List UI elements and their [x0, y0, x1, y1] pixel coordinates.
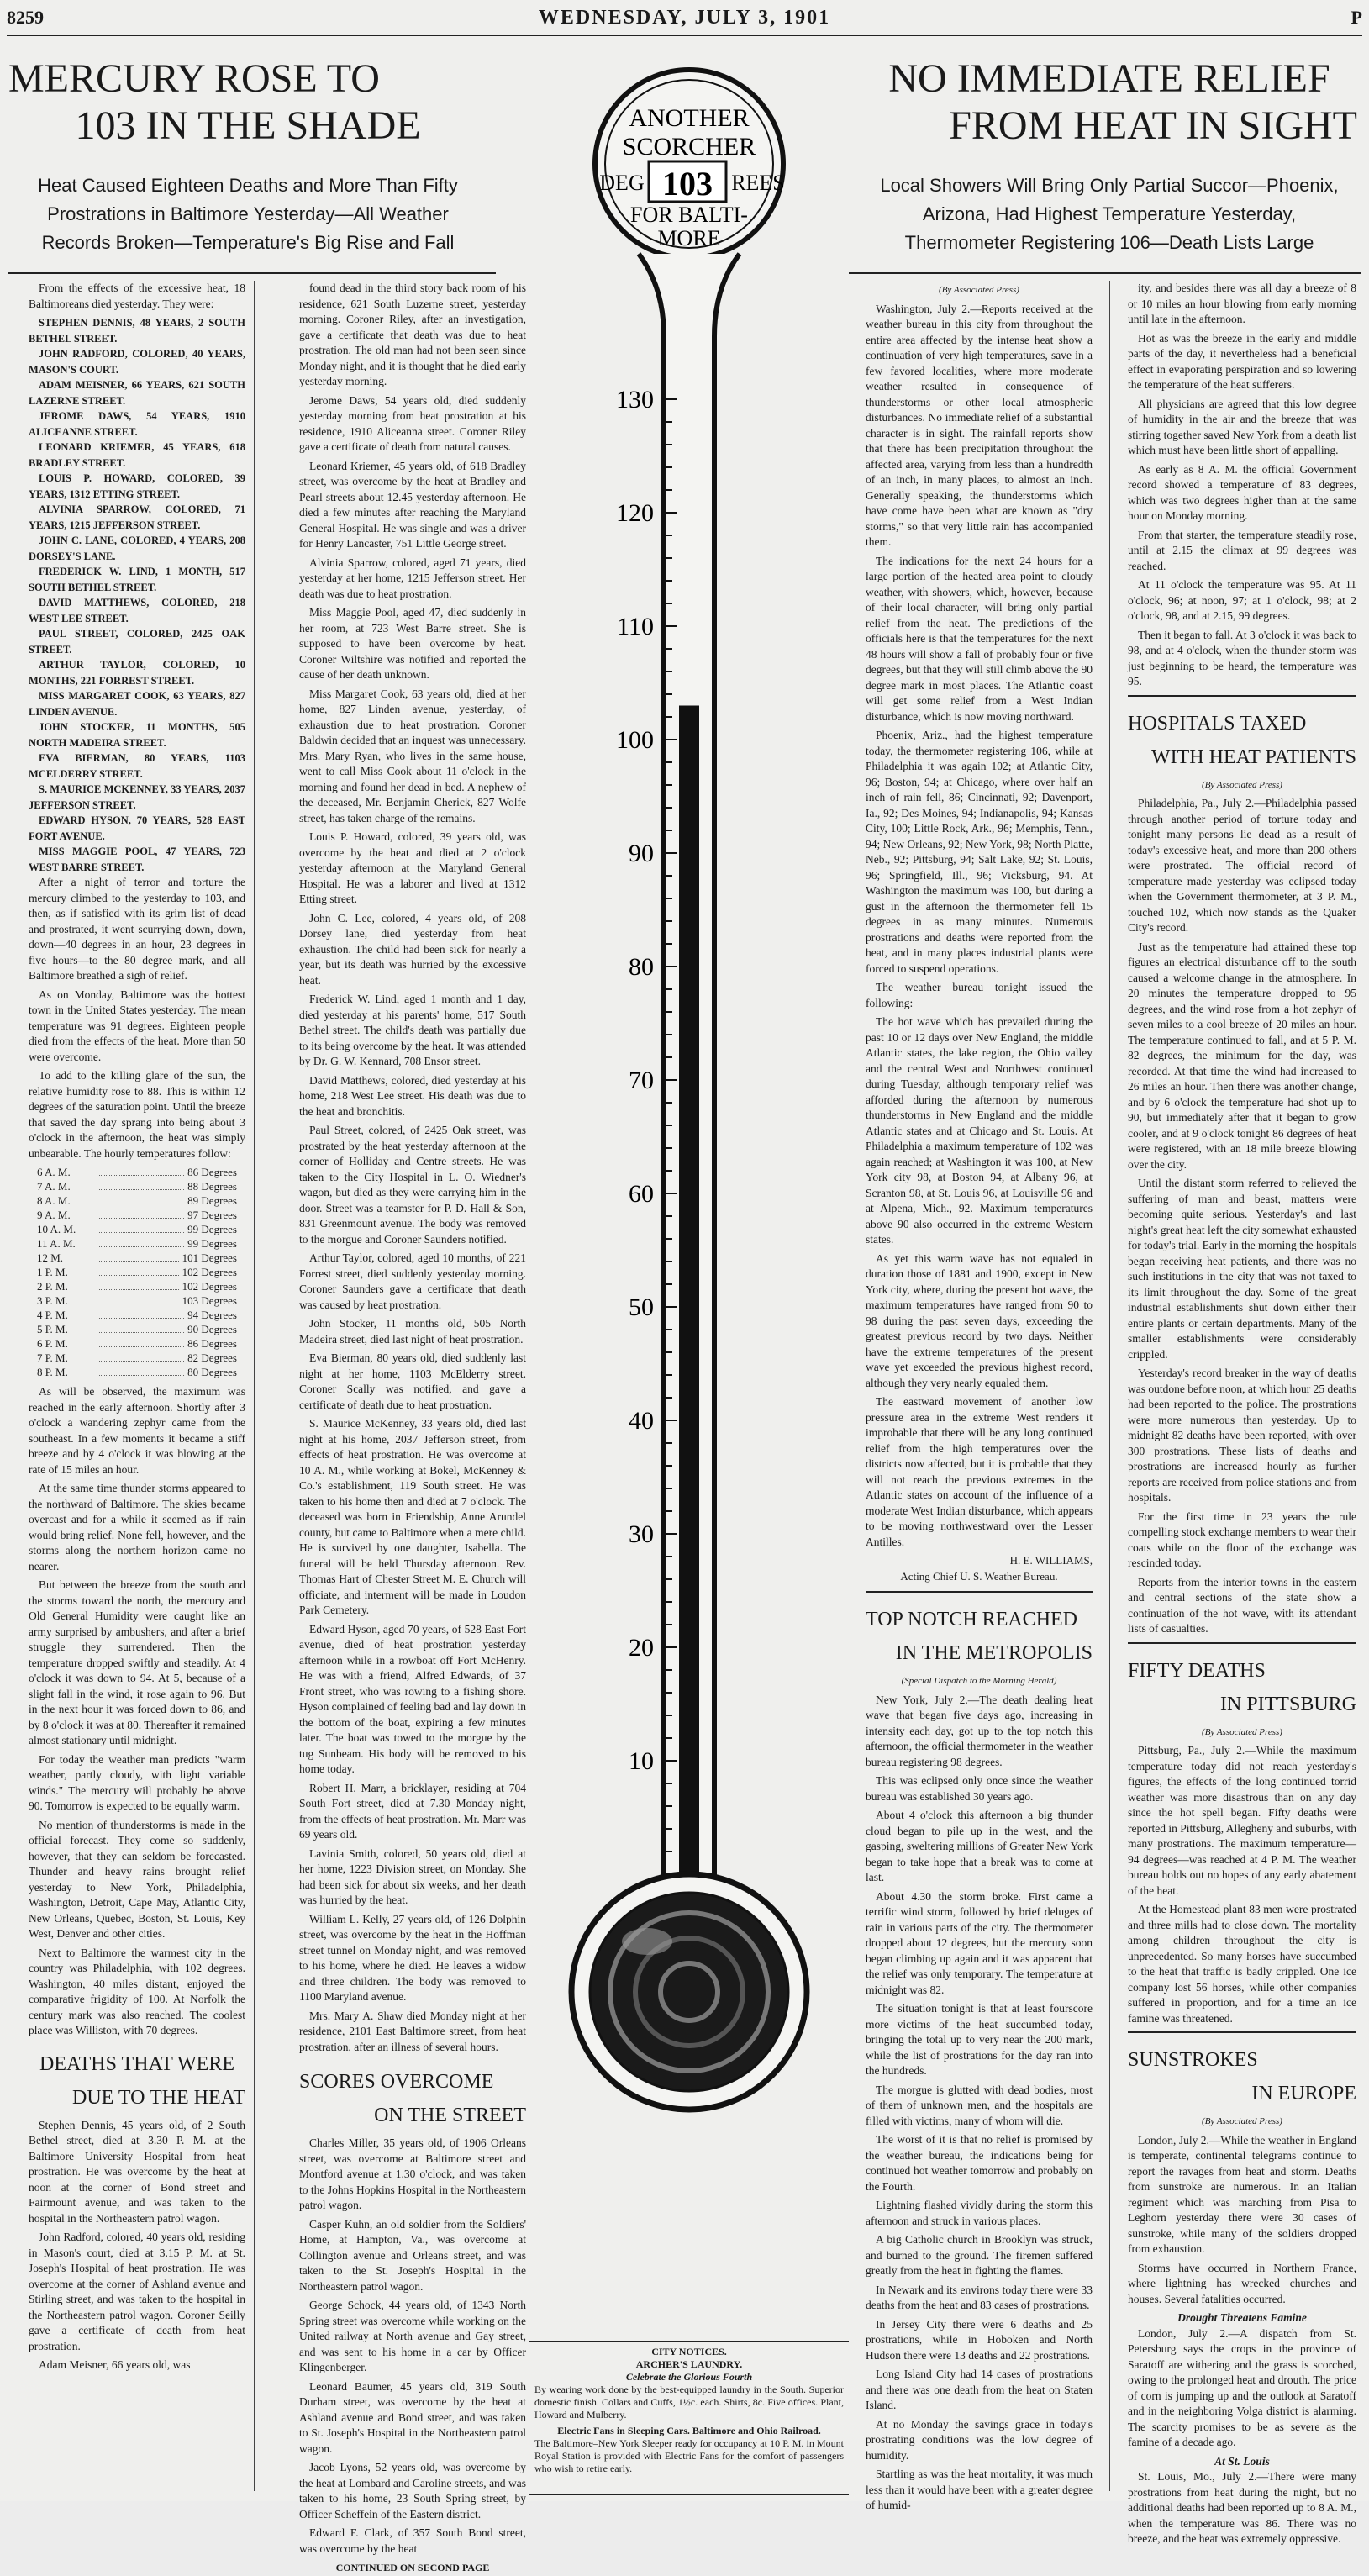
hospitals-subhead — [1128, 705, 1356, 774]
dial-text-line-1: ANOTHER — [629, 104, 750, 132]
death-detail-paragraph: Frederick W. Lind, aged 1 month and 1 day, died yesterday at his parents' home, 517 South Bethel street. The child's death was partially due to its being overcome by the heat. It was attended by Dr. G. W. Kennard, 708 Ensor street. — [299, 993, 526, 1067]
right-rule — [849, 272, 1361, 274]
column-2-paragraphs-2 — [299, 2136, 526, 2557]
death-list-item: STEPHEN DENNIS, 48 YEARS, 2 SOUTH BETHEL STREET. — [29, 317, 245, 345]
story-paragraph: Washington, July 2.—Reports received at the weather bureau in this city from throughout the entire area affected by the intense heat show a continuation of very high temperatures, save in a few favored localities, where more moderate weather resulted in consequence of thunderstorms or other local atmospheric disturbances. No immediate relief of a substantial character is in sight. The rainfall reports show that there has been precipitation throughout the affected area, varying from less than a hundredth of an inch, in many places, to almost an inch. Generally speaking, the thunderstorms which have come have been what are known as "dry storms," so that very little rain has accompanied them. — [866, 302, 1093, 548]
death-detail-paragraph: Paul Street, colored, of 2425 Oak street, was prostrated by the heat yesterday afternoon at the corner of Holliday and Centre streets. He was taken to the City Hospital in L. O. Wiedner's wagon, but died as they were carrying him in the door. Street was a teamster for P. D. Hall & Son, 831 Greenmount avenue. The body was removed to the morgue and Coroner Saunders notified. — [299, 1124, 526, 1246]
temperature-value: 99 Degrees — [187, 1237, 237, 1250]
death-list-item: ALVINIA SPARROW, COLORED, 71 YEARS, 1215 JEFFERSON STREET. — [29, 503, 245, 531]
temperature-time: 9 A. M. — [37, 1209, 71, 1221]
temperature-time: 1 P. M. — [37, 1266, 68, 1278]
dot-leader — [99, 1279, 179, 1290]
deaths-subhead — [29, 2047, 245, 2115]
story-paragraph: All physicians are agreed that this low degree of humidity in the air and the breeze that was stirring together saved New York from a death list which must have been little short of appalling. — [1128, 397, 1356, 456]
story-paragraph: At no Monday the savings grace in today's prostrating conditions was the low degree of humidity. — [866, 2417, 1093, 2462]
deaths-paragraphs — [29, 2118, 245, 2373]
left-headline-block — [8, 55, 487, 257]
right-headline-line-2: FROM HEAT IN SIGHT — [949, 103, 1357, 148]
st-louis-paragraphs — [1128, 2469, 1356, 2547]
temperature-value: 102 Degrees — [182, 1280, 237, 1293]
story-paragraph: New York, July 2.—The death dealing heat wave that began five days ago, increasing in intensity each day, got up to the top notch this afternoon, the official thermometer in the weather bureau registering 98 degrees. — [866, 1693, 1093, 1768]
pittsburg-line-1: FIFTY DEATHS — [1128, 1659, 1266, 1682]
story-paragraph: Phoenix, Ariz., had the highest temperature today, the thermometer registering 106, while at Philadelphia it was again 102; at Atlantic City, 96; Boston, 94; at Chicago, where over half an inch of rain fell, 86; Cincinnati, 92; Davenport, Ia., 92; Des Moines, 94; Indianapolis, 94; Kansas City, 100; Little Rock, Ark., 96; Memphis, Tenn., 94; New Orleans, 92; New York, 98; North Platte, Neb., 92; Pittsburg, 94; Salt Lake, 92; St. Louis, 96; Springfield, Ill., 96; Vicksburg, 94. At Washington the maximum was 100, but during a gust in the afternoon the thermometer fell 15 degrees in as many minutes. Numerous prostrations and deaths were reported from the heat, and in many places industrial plants were forced to suspend operations. — [866, 729, 1093, 975]
column-2 — [299, 281, 526, 2573]
scale-label: 60 — [629, 1180, 654, 1208]
death-list-item: JOHN STOCKER, 11 MONTHS, 505 NORTH MADEIRA STREET. — [29, 721, 245, 749]
europe-line-1: SUNSTROKES — [1128, 2049, 1258, 2071]
story-paragraph: Until the distant storm referred to relieved the suffering of man and beast, matters were becoming quite serious. Yesterday's and last night's great heat left the city somewhat exhausted for today's trial. Early in the morning the hospitals began receiving heat patients, and there was no such institutions in the city that was not taxed to its limit throughout the day. Some of the great industrial establishments shut down either their entire plants or certain departments. Many of the smaller establishments were considerably crippled. — [1128, 1177, 1357, 1361]
story-paragraph: The morgue is glutted with dead bodies, most of them of unknown men, and the hospitals are filled with victims, many of whom will die. — [866, 2083, 1093, 2127]
death-list-item: ADAM MEISNER, 66 YEARS, 621 SOUTH LAZERNE STREET. — [29, 379, 245, 407]
death-detail-paragraph: Jerome Daws, 54 years old, died suddenly yesterday morning from heat prostration at his residence, 1910 Aliceanna street. Coroner Riley gave a certificate of death from natural causes. — [299, 393, 526, 453]
death-list-item: JEROME DAWS, 54 YEARS, 1910 ALICEANNE STREET. — [29, 410, 245, 438]
column-4-paragraphs — [1128, 281, 1356, 690]
scale-label: 20 — [629, 1634, 654, 1662]
hospitals-byline: (By Associated Press) — [1202, 779, 1282, 790]
dial-text-rees: REES — [731, 171, 785, 195]
right-deck: Local Showers Will Bring Only Partial Succor—Phoenix, Arizona, Had Highest Temperature Yesterday, Thermometer Registering 106—Death Lists Large — [880, 175, 1339, 253]
temperature-row — [37, 1208, 237, 1222]
story-paragraph: Hot as was the breeze in the early and middle parts of the day, it nevertheless had a beneficial effect in evaporating perspiration and so lowering the temperature of the heat sufferers. — [1128, 331, 1356, 391]
scale-label: 40 — [629, 1407, 654, 1435]
top-notch-subhead — [866, 1601, 1093, 1670]
death-detail-paragraph: S. Maurice McKenney, 33 years old, died last night at his home, 2037 Jefferson street, from effects of heat prostration. He was overcome at 10 A. M., while working at Bokel, McKenney & Co.'s establishment, 119 South street. He was taken to his home then and died at 7 o'clock. The deceased was born in Friendship, Anne Arundel county, but came to Baltimore when a mere child. He is survived by one daughter, Isabella. The funeral will be held Thursday afternoon. Rev. Thomas Hart of Chester Street M. E. Church will officiate, and interment will be made in Loudon Park Cemetery. — [299, 1417, 526, 1616]
column-1 — [29, 281, 245, 2491]
death-list-item: ARTHUR TAYLOR, COLORED, 10 MONTHS, 221 FORREST STREET. — [29, 659, 245, 687]
story-paragraph: As will be observed, the maximum was reached in the early afternoon. Shortly after 3 o'clock a wandering zephyr came from the southeast. In a few moments it became a stiff breeze and by 4 o'clock it was blowing at the rate of 15 miles an hour. — [29, 1385, 245, 1476]
death-detail-paragraph: Miss Maggie Pool, aged 47, died suddenly in her room, at 723 West Barre street. She is supposed to have been overcome by heat. Coroner Wiltshire was notified and reported the cause of her death unknown. — [299, 606, 526, 681]
death-detail-paragraph: Arthur Taylor, colored, aged 10 months, of 221 Forrest street, died suddenly yesterday morning. Coroner Saunders gave a certificate that death was caused by heat prostration. — [299, 1251, 526, 1311]
left-rule — [8, 272, 496, 274]
story-paragraph: Just as the temperature had attained these top figures an electrical disturbance off to the south caused a welcome change in the atmosphere. In 20 minutes the temperature dropped to 95 degrees, and the wind rose from a hot zephyr of seven miles to a cool breeze of 20 miles an hour. The temperature continued to fall, and at 5 P. M. 82 degrees, the minimum for the day, was recorded. At that time the wind had increased to 26 miles an hour. Then there was another change, and by 6 o'clock the temperature had shot up to 90, but immediately after that it began to grow cooler, and at 9 o'clock tonight 86 degrees of heat were registered, with an 18 mile breeze blowing over the city. — [1128, 940, 1356, 1171]
temperature-value: 86 Degrees — [187, 1337, 237, 1350]
overcome-paragraph: Edward F. Clark, of 357 South Bond street, was overcome by the heat — [299, 2526, 526, 2555]
temperature-row — [37, 1279, 237, 1293]
scores-subhead — [299, 2063, 526, 2132]
death-detail-paragraph: John C. Lee, colored, 4 years old, of 208 Dorsey lane, died yesterday from heat exhaustion. The child had been sick for nearly a year, but its death was hurried by the excessive heat. — [299, 911, 526, 987]
overcome-paragraph: Casper Kuhn, an old soldier from the Soldiers' Home, at Hampton, Va., was overcome at Collington avenue and Orleans street, and was taken to the St. Joseph's Hospital in the Northeastern patrol wagon. — [299, 2217, 526, 2293]
temperature-value: 103 Degrees — [182, 1294, 237, 1307]
death-list-item: LEONARD KRIEMER, 45 YEARS, 618 BRADLEY STREET. — [29, 441, 245, 469]
famine-subhead: Drought Threatens Famine — [1177, 2311, 1307, 2324]
pittsburg-line-2: IN PITTSBURG — [1219, 1693, 1356, 1715]
death-detail-paragraph: Edward Hyson, aged 70 years, of 528 East Fort avenue, died of heat prostration yesterday afternoon while in a rowboat off Fort McHenry. He was with a friend, Alfred Edwards, of 37 Front street, who was rowing to a fishing shore. Hyson complained of feeling bad and lay down in the bottom of the boat, expiring a few minutes later. The boat was towed to the morgue by the tug Sunbeam. His body will be removed to his home today. — [299, 1622, 526, 1775]
story-paragraph: ity, and besides there was all day a breeze of 8 or 10 miles an hour blowing from early morning until late in the afternoon. — [1128, 282, 1356, 325]
death-detail-paragraph: Stephen Dennis, 45 years old, of 2 South Bethel street, died at 3.30 P. M. at the Baltimore University Hospital from heat prostration. He was overcome by the heat at noon at the corner of Bond street and Fairmount avenue, and was taken to the hospital in the Northeastern patrol wagon. — [29, 2118, 245, 2225]
reading-value: 103 — [662, 165, 713, 203]
death-list-item: EVA BIERMAN, 80 YEARS, 1103 MCELDERRY STREET. — [29, 752, 245, 780]
scale-label: 70 — [629, 1067, 654, 1094]
death-list-item: LOUIS P. HOWARD, COLORED, 39 YEARS, 1312 ETTING STREET. — [29, 472, 245, 500]
thermometer-illustration — [538, 67, 840, 2168]
death-list-item: MISS MAGGIE POOL, 47 YEARS, 723 WEST BARRE STREET. — [29, 845, 245, 873]
temperature-time: 7 P. M. — [37, 1351, 68, 1364]
story-paragraph: In Newark and its environs today there were 33 deaths from the heat and 83 cases of prostrations. — [866, 2283, 1093, 2311]
pittsburg-paragraphs — [1128, 1743, 1356, 2026]
story-paragraph: About 4 o'clock this afternoon a big thunder cloud began to pile up in the west, and the gasping, sweltering millions of Greater New York began to take hope that a break was to come at last. — [866, 1809, 1093, 1883]
deaths-subhead-line-2: DUE TO THE HEAT — [72, 2086, 245, 2109]
column-3-paragraphs — [866, 302, 1093, 1551]
temperature-row — [37, 1293, 237, 1308]
scale-label: 100 — [616, 726, 654, 754]
death-list-item: PAUL STREET, COLORED, 2425 OAK STREET. — [29, 628, 245, 656]
right-headline-line-1: NO IMMEDIATE RELIEF — [888, 56, 1330, 101]
overcome-paragraph: Charles Miller, 35 years old, of 1906 Orleans street, was overcome at Baltimore street and Montford avenue at 1.30 o'clock, and was taken to the Johns Hopkins Hospital in the Northeastern patrol wagon. — [299, 2136, 526, 2211]
dot-leader — [99, 1365, 184, 1376]
death-detail-paragraph: John Stocker, 11 months old, 505 North Madeira street, died last night of heat prostration. — [299, 1317, 526, 1346]
overcome-paragraph: George Schock, 44 years old, of 1343 North Spring street was overcome while working on the United railway at North avenue and Gay street, and was sent to his home in a car by Officer Klingenberger. — [299, 2299, 526, 2373]
story-paragraph: Then it began to fall. At 3 o'clock it was back to 98, and at 4 o'clock, when the thunder storm was just beginning to be heard, the temperature was 95. — [1128, 628, 1356, 687]
city-notices-box — [529, 2341, 849, 2495]
death-detail-paragraph: Adam Meisner, 66 years old, was — [39, 2358, 191, 2371]
story-paragraph: To add to the killing glare of the sun, the relative humidity rose to 88. This is within 12 degrees of the saturation point. Until the breeze that saved the day sprang into being about 3 o'clock in the afternoon, the heat was simply unbearable. The hourly temperatures follow: — [29, 1069, 245, 1160]
story-paragraph: The eastward movement of another low pressure area in the extreme West renders it improbable that there will be any long continued relief from the high temperatures over the districts now affected, but it is probable that they will not reach the previous extremes in the Atlantic states on account of the influence of a moderate West Indian disturbance, which appears to be moving northwestward over the Lesser Antilles. — [866, 1395, 1093, 1548]
temperature-value: 86 Degrees — [187, 1166, 237, 1178]
dot-leader — [99, 1251, 179, 1262]
story-paragraph: Philadelphia, Pa., July 2.—Philadelphia passed through another period of torture today and tonight many persons lie dead as a result of today's excessive heat, and more than 200 others were prostrated. The official record of temperature made yesterday was eclipsed today when the Government thermometer, at 3 P. M., touched 102, which now stands as the Quaker City's record. — [1128, 797, 1356, 934]
story-paragraph: After a night of terror and torture the mercury climbed to the yesterday to 103, and then, as if satisfied with its grim list of dead and prostrated, it went scurrying down, down, down—40 degrees in an hour, 23 degrees in five hours—to the 80 degree mark, and all Baltimore breathed a sigh of relief. — [29, 876, 245, 982]
temperature-time: 8 P. M. — [37, 1366, 68, 1378]
dot-leader — [99, 1308, 184, 1319]
europe-line-2: IN EUROPE — [1251, 2083, 1356, 2105]
scores-subhead-line-1: SCORES OVERCOME — [299, 2071, 494, 2093]
dot-leader — [99, 1222, 184, 1233]
temperature-time: 2 P. M. — [37, 1280, 68, 1293]
scale-label: 130 — [616, 386, 654, 414]
famine-paragraphs — [1128, 2326, 1356, 2451]
story-paragraph: London, July 2.—A dispatch from St. Petersburg says the crops in the province of Saratoff are withering and the grass is scorched, owing to the prolonged heat and drouth. The price of corn is jumping up and the outlook at Saratoff and in the neighboring Volga district is alarming. The scarcity promises to be as severe as the famine of a decade ago. — [1128, 2326, 1356, 2448]
scale-label: 110 — [617, 613, 654, 640]
death-list-item: JOHN C. LANE, COLORED, 4 YEARS, 208 DORSEY'S LANE. — [29, 535, 245, 562]
section-rule-3 — [1128, 1642, 1356, 1644]
overcome-paragraph: Leonard Baumer, 45 years old, 319 South Durham street, was overcome by the heat at Ashland avenue and Bond street, and was taken to St. Joseph's Hospital in the Northeastern patrol wagon. — [299, 2379, 526, 2455]
st-louis-subhead: At St. Louis — [1214, 2454, 1270, 2468]
story-paragraph: Startling as was the heat mortality, it was much less than it would have been with a greater degree of humid- — [866, 2468, 1093, 2511]
temperature-value: 82 Degrees — [187, 1351, 237, 1364]
scale-label: 90 — [629, 840, 654, 867]
temperature-row — [37, 1179, 237, 1193]
temperature-time: 12 M. — [37, 1251, 64, 1264]
story-paragraph: The hot wave which has prevailed during the past 10 or 12 days over New England, the middle Atlantic states, the lake region, the Ohio valley and the central West and Northwest continued during Tuesday, although temporary relief was afforded during the afternoon by numerous thunderstorms in New England and the middle Atlantic states and at Chicago and St. Louis. At Philadelphia a maximum temperature of 102 was again reached; at Washington it was 100, at New York city 98, at Boston 94, at Albany 96, at Scranton 98, at St. Louis 96, at Louisville 96 and at Alpena, Mich., 92. Maximum temperatures above 90 also occurred in the extreme Western states. — [866, 1015, 1093, 1246]
mercury-column — [679, 706, 699, 1892]
dot-leader — [99, 1165, 184, 1176]
temperature-value: 80 Degrees — [187, 1366, 237, 1378]
temperature-value: 97 Degrees — [187, 1209, 237, 1221]
europe-byline: (By Associated Press) — [1202, 2116, 1282, 2126]
temperature-time: 4 P. M. — [37, 1309, 68, 1321]
story-paragraph: From that starter, the temperature steadily rose, until at 2.15 the climax at 99 degrees was reached. — [1128, 528, 1356, 572]
hospitals-paragraphs — [1128, 796, 1356, 1637]
temperature-time: 10 A. M. — [37, 1223, 76, 1235]
dot-leader — [99, 1265, 179, 1276]
story-paragraphs — [29, 875, 245, 1162]
temperature-value: 90 Degrees — [187, 1323, 237, 1335]
temperature-time: 5 P. M. — [37, 1323, 68, 1335]
temperature-row — [37, 1365, 237, 1379]
story-paragraph: Pittsburg, Pa., July 2.—While the maximum temperature today did not reach yesterday's figures, the effects of the long continued torrid weather was more disastrous than on any day since the hot spell began. Fifty deaths were reported in Pittsburg, Allegheny and suburbs, with many prostrations. The maximum temperature—94 degrees—was reached at 4 P. M. The weather bureau holds out no hopes of any early abatement of the heat. — [1128, 1744, 1356, 1897]
temperature-value: 102 Degrees — [182, 1266, 237, 1278]
dial-text-line-2: SCORCHER — [622, 133, 756, 161]
story-paragraph: At 11 o'clock the temperature was 95. At 11 o'clock, 96; at noon, 97; at 1 o'clock, 98; at 2 o'clock, 98, and at 2.15, 99 degrees. — [1128, 578, 1356, 622]
death-list-item: JOHN RADFORD, COLORED, 40 YEARS, MASON'S COURT. — [29, 348, 245, 376]
dot-leader — [99, 1336, 184, 1347]
notices-text-1: By wearing work done by the best-equipped laundry in the South. Superior domestic finish. Collars and Cuffs, 1½c. each. Shirts, 8c. Five offices. Plant, Howard and Mulberry. — [534, 2384, 844, 2421]
death-detail-paragraph: Eva Bierman, 80 years old, died suddenly last night at her home, 1103 McElderry street. Coroner Scally was notified, and gave a certificate of death due to heat prostration. — [299, 1351, 526, 1411]
death-detail-paragraph: William L. Kelly, 27 years old, of 126 Dolphin street, was overcome by the heat in the Hoffman street tunnel on Monday night, and was removed to his home, where he died. He leaves a widow and three children. The body was removed to 1100 Maryland avenue. — [299, 1912, 526, 2003]
pittsburg-subhead — [1128, 1652, 1356, 1721]
temperature-row — [37, 1222, 237, 1236]
right-headline-block — [861, 55, 1357, 257]
notices-title: CITY NOTICES. — [651, 2346, 727, 2357]
section-rule-2 — [1128, 695, 1356, 697]
ap-byline: (By Associated Press) — [939, 285, 1019, 295]
dot-leader — [99, 1293, 179, 1304]
signature-name: H. E. WILLIAMS, — [1009, 1554, 1093, 1567]
column-3-paragraphs-2 — [866, 1693, 1093, 2514]
story-paragraph: About 4.30 the storm broke. First came a terrific wind storm, followed by brief deluges of rain in various parts of the city. The thermometer dropped about 12 degrees, but the mercury soon began climbing up again and it was apparent that the relief was only temporary. The temperature at midnight was 82. — [866, 1889, 1093, 1996]
notices-sub-2: Celebrate the Glorious Fourth — [625, 2371, 753, 2383]
left-headline-line-2: 103 IN THE SHADE — [75, 103, 421, 148]
scale-label: 30 — [629, 1520, 654, 1548]
temperature-time: 3 P. M. — [37, 1294, 68, 1307]
europe-subhead — [1128, 2041, 1356, 2110]
signature-title: Acting Chief U. S. Weather Bureau. — [900, 1569, 1058, 1583]
scale-label: 10 — [629, 1747, 654, 1775]
story-paragraphs-2 — [29, 1384, 245, 2039]
dot-leader — [99, 1322, 184, 1333]
death-detail-paragraph: John Radford, colored, 40 years old, residing in Mason's court, died at 3.15 P. M. at St. Joseph's Hospital of heat prostration. He was overcome at the corner of Ashland avenue and Stirling street, and was taken to the hospital in the Northeastern patrol wagon. Coroner Seilly gave a certificate of death from heat prostration. — [29, 2231, 245, 2352]
story-paragraph: As yet this warm wave has not equaled in duration those of 1881 and 1900, except in New York city, where, during the present hot wave, the maximum temperatures have ranged from 90 to 98 during the past seven days, exceeding the greatest previous record by two days. Neither have the extreme temperatures of the present wave yet exceeded the previous highest record, although they very nearly equaled them. — [866, 1251, 1093, 1389]
death-list — [29, 315, 245, 875]
temperature-row — [37, 1322, 237, 1336]
issue-date: WEDNESDAY, JULY 3, 1901 — [538, 7, 831, 29]
column-4 — [1128, 281, 1357, 2545]
column-2-paragraphs — [299, 281, 526, 2055]
masthead — [7, 3, 1362, 36]
scores-subhead-line-2: ON THE STREET — [374, 2105, 526, 2126]
scale-label: 50 — [629, 1293, 654, 1321]
column-divider-2 — [1109, 281, 1110, 2491]
death-detail-paragraph: found dead in the third story back room of his residence, 621 South Luzerne street, yesterday morning. Coroner Riley, after an investigation, gave a certificate that death was due to heat prostration. The old man had not been seen since Monday night, and it is thought that he died early yesterday morning. — [299, 282, 526, 387]
temperature-row — [37, 1251, 237, 1265]
death-detail-paragraph: Alvinia Sparrow, colored, aged 71 years, died yesterday at her home, 1215 Jefferson street. Her death was due to heat prostration. — [299, 556, 526, 600]
temperature-time: 6 A. M. — [37, 1166, 71, 1178]
story-paragraph: Next to Baltimore the warmest city in the country was Philadelphia, with 102 degrees. Washington, 40 miles distant, enjoyed the comparative frigidity of 100. At Norfolk the century mark was also reached. The coolest place was Williston, with 70 degrees. — [29, 1946, 245, 2036]
temperature-value: 101 Degrees — [182, 1251, 237, 1264]
story-paragraph: At the Homestead plant 83 men were prostrated and three mills had to close down. The mortality among children throughout the city is unprecedented. So many horses have succumbed to the heat that traffic is badly crippled. One ice company lost 56 horses, while other companies suffered in proportion, and for a time an ice famine was threatened. — [1128, 1903, 1356, 2025]
story-paragraph: No mention of thunderstorms is made in the official forecast. They come so suddenly, however, that they can seldom be forecasted. Thunder and heavy rains brought relief yesterday to New York, Philadelphia, Washington, Detroit, Cape May, Atlantic City, New Orleans, Quebec, Boston, St. Louis, Key West, Denver and other cities. — [29, 1818, 245, 1940]
story-paragraph: In Jersey City there were 6 deaths and 25 prostrations, while in Hoboken and North Hudson there were 13 deaths and 22 prostrations. — [866, 2317, 1093, 2362]
story-paragraph: Lightning flashed vividly during the storm this afternoon and struck in various places. — [866, 2199, 1093, 2227]
hospitals-line-1: HOSPITALS TAXED — [1128, 712, 1307, 735]
temperature-row — [37, 1193, 237, 1208]
temperature-time: 11 A. M. — [37, 1237, 76, 1250]
dot-leader — [99, 1193, 184, 1204]
left-deck: Heat Caused Eighteen Deaths and More Than Fifty Prostrations in Baltimore Yesterday—All Weather Records Broken—Temperature's Big Rise and Fall — [38, 175, 458, 253]
scale-label: 120 — [616, 499, 654, 527]
death-list-item: MISS MARGARET COOK, 63 YEARS, 827 LINDEN AVENUE. — [29, 690, 245, 718]
story-paragraph: London, July 2.—While the weather in England is temperate, continental telegrams continue to report the ravages from heat and storm. Deaths from sunstroke are numerous. In an Italian regiment which was marching from Pisa to Leghorn yesterday there were 30 cases of sunstroke, while many of the soldiers dropped from exhaustion. — [1128, 2133, 1356, 2255]
temperature-row — [37, 1165, 237, 1179]
temperature-time: 8 A. M. — [37, 1194, 71, 1207]
story-paragraph: This was eclipsed only once since the weather bureau was established 30 years ago. — [866, 1774, 1093, 1803]
temperature-time: 7 A. M. — [37, 1180, 71, 1193]
left-headline-line-1: MERCURY ROSE TO — [8, 56, 380, 101]
temperature-row — [37, 1265, 237, 1279]
death-list-item: S. MAURICE MCKENNEY, 33 YEARS, 2037 JEFFERSON STREET. — [29, 783, 245, 811]
top-notch-line-1: TOP NOTCH REACHED — [866, 1609, 1078, 1630]
dial-text-deg: DEG — [599, 171, 645, 195]
story-paragraph: Reports from the interior towns in the eastern and central sections of the state show a continuation of the hot wave, with its attendant lists of casualties. — [1128, 1575, 1356, 1635]
dot-leader — [99, 1351, 184, 1362]
death-detail-paragraph: Miss Margaret Cook, 63 years old, died at her home, 827 Linden avenue, yesterday, of exhaustion due to heat prostration. Coroner Baldwin decided that an inquest was unnecessary. Mrs. Mary Ryan, who lives in the same house, went to call Miss Cook about 11 o'clock in the morning and found her dead in bed. A nephew of the deceased, Mr. Benjamin Cherick, 827 Wolfe street, has taken charge of the remains. — [299, 687, 526, 824]
death-detail-paragraph: David Matthews, colored, died yesterday at his home, 218 West Lee street. His death was due to the heat and bronchitis. — [299, 1073, 526, 1118]
scale-label: 80 — [629, 953, 654, 981]
lead-paragraph: From the effects of the excessive heat, 18 Baltimoreans died yesterday. They were: — [29, 282, 245, 310]
hospitals-line-2: WITH HEAT PATIENTS — [1151, 745, 1356, 768]
dial-text-line-3: FOR BALTI- — [630, 203, 748, 227]
story-paragraph: For the first time in 23 years the rule compelling stock exchange members to wear their coats while on the floor of the exchange was rescinded today. — [1128, 1509, 1356, 1569]
europe-paragraphs — [1128, 2133, 1356, 2308]
temperature-value: 88 Degrees — [187, 1180, 237, 1193]
continued-note: CONTINUED ON SECOND PAGE — [335, 2562, 490, 2573]
temperature-row — [37, 1336, 237, 1351]
death-list-item: FREDERICK W. LIND, 1 MONTH, 517 SOUTH BETHEL STREET. — [29, 566, 245, 593]
story-paragraph: As early as 8 A. M. the official Government record showed a temperature of 83 degrees, which was two degrees higher than at the same hour on Monday morning. — [1128, 462, 1356, 522]
death-detail-paragraph: Mrs. Mary A. Shaw died Monday night at her residence, 2101 East Baltimore street, from heat prostration, after an illness of several hours. — [299, 2009, 526, 2053]
story-paragraph: Long Island City had 14 cases of prostrations and there was one death from the heat on Staten Island. — [866, 2368, 1093, 2411]
next-page-edge: P — [1351, 7, 1362, 28]
temperature-row — [37, 1308, 237, 1322]
temperature-value: 89 Degrees — [187, 1194, 237, 1207]
column-3 — [866, 281, 1093, 2511]
death-list-item: DAVID MATTHEWS, COLORED, 218 WEST LEE STREET. — [29, 597, 245, 624]
dot-leader — [99, 1208, 184, 1219]
dial-text-line-4: MORE — [657, 226, 721, 250]
temperature-value: 99 Degrees — [187, 1223, 237, 1235]
story-paragraph: The situation tonight is that at least fourscore more victims of the heat succumbed today, bringing the total up to very near the 200 mark, while the list of prostrations for the day ran into the hundreds. — [866, 2002, 1093, 2077]
story-paragraph: Storms have occurred in Northern France, where lightning has wrecked churches and houses. Several fatalities occurred. — [1128, 2261, 1356, 2305]
story-paragraph: The weather bureau tonight issued the following: — [866, 981, 1093, 1009]
top-notch-line-2: IN THE METROPOLIS — [895, 1642, 1093, 1664]
deaths-subhead-line-1: DEATHS THAT WERE — [39, 2052, 234, 2075]
temperature-time: 6 P. M. — [37, 1337, 68, 1350]
death-detail-paragraph: Lavinia Smith, colored, 50 years old, died at her home, 1223 Division street, on Monday. She had been sick for about six weeks, and her death was hurried by the heat. — [299, 1846, 526, 1906]
story-paragraph: At the same time thunder storms appeared to the northward of Baltimore. The skies became overcast and for a while it seemed as if rain would bring relief. None fell, however, and the storms along the northern horizon came no nearer. — [29, 1482, 245, 1572]
notices-sub-1: ARCHER'S LAUNDRY. — [635, 2358, 743, 2370]
column-divider-1 — [254, 281, 255, 2491]
section-rule-4 — [1128, 2031, 1356, 2033]
dot-leader — [99, 1179, 184, 1190]
temperature-row — [37, 1351, 237, 1365]
death-list-item: EDWARD HYSON, 70 YEARS, 528 EAST FORT AVENUE. — [29, 814, 245, 842]
notices-text-2: The Baltimore–New York Sleeper ready for occupancy at 10 P. M. in Mount Royal Station is provided with Electric Fans for the comfort of passengers who wish to retire early. — [534, 2437, 844, 2474]
special-byline: (Special Dispatch to the Morning Herald) — [901, 1676, 1057, 1686]
story-paragraph: The worst of it is that no relief is promised by the weather bureau, the indications being for continued hot weather tomorrow and probably on the Fourth. — [866, 2133, 1093, 2193]
death-detail-paragraph: Robert H. Marr, a bricklayer, residing at 704 South Fort street, died at 7.30 Monday night, from the effects of heat prostration. Mr. Marr was 69 years old. — [299, 1781, 526, 1841]
pittsburg-byline: (By Associated Press) — [1202, 1726, 1282, 1737]
story-paragraph: But between the breeze from the south and the storms toward the north, the mercury and Old General Humidity were caught like an army surprised by ambushers, and after a brief struggle they surrendered. Then the temperature dropped swiftly and steadily. At 4 o'clock it was down to 94. At 5, because of a slight fall in the wind, it rose again to 96. But in the next hour it was forced down to 86, and by 8 o'clock it was at 80. Thereafter it remained almost stationary until midnight. — [29, 1578, 245, 1746]
story-paragraph: For today the weather man predicts "warm weather, partly cloudy, with light variable winds." The mercury will probably be above 90. Tomorrow is expected to be equally warm. — [29, 1752, 245, 1812]
story-paragraph: The indications for the next 24 hours for a large portion of the heated area point to cloudy weather, with showers, which, however, because of their local character, will bring only partial relief from the heat. The predictions of the officials here is that the temperatures for the next 48 hours will show a fall of probably four or five degrees, but that they will still climb above the 90 degree mark in most places. The Atlantic coast will get some relief from a West Indian disturbance, which is now moving northward. — [866, 554, 1093, 723]
story-paragraph: St. Louis, Mo., July 2.—There were many prostrations from heat during the night, but no additional deaths had been reported up to 8 A. M., when the temperature was 86. There was no breeze, and the heat was extremely oppressive. — [1128, 2470, 1356, 2545]
hourly-temperature-table — [37, 1165, 237, 1379]
temperature-row — [37, 1236, 237, 1251]
notices-sub-3: Electric Fans in Sleeping Cars. Baltimore and Ohio Railroad. — [557, 2425, 821, 2436]
overcome-paragraph: Jacob Lyons, 52 years old, was overcome by the heat at Lombard and Caroline streets, and was taken to his home, 23 South Spring street, by Officer Scheffein of the Eastern district. — [299, 2461, 526, 2521]
death-detail-paragraph: Leonard Kriemer, 45 years old, of 618 Bradley street, was overcome by the heat at Bradley and Pearl streets about 12.45 yesterday afternoon. He died a few minutes after reaching the Maryland General Hospital. He was single and was a driver for Henry Lancaster, 751 Little George street. — [299, 459, 526, 550]
page-number: 8259 — [7, 7, 44, 28]
dot-leader — [99, 1236, 184, 1247]
temperature-value: 94 Degrees — [187, 1309, 237, 1321]
story-paragraph: Yesterday's record breaker in the way of deaths was outdone before noon, at which hour 25 deaths had been reported to the police. The prostrations were more numerous than yesterday. Up to midnight 82 deaths have been reported, with over 300 prostrations. These lists of deaths and prostrations are increased hourly as further reports are received from police stations and from hospitals. — [1128, 1367, 1356, 1504]
section-rule — [866, 1591, 1093, 1593]
death-detail-paragraph: Louis P. Howard, colored, 39 years old, was overcome by the heat and died at 2 o'clock yesterday afternoon at the Maryland General Hospital. He was a laborer and lived at 1312 Etting street. — [299, 830, 526, 905]
story-paragraph: As on Monday, Baltimore was the hottest town in the United States yesterday. The mean temperature was 91 degrees. Eighteen people died from the effects of the heat. More than 50 were overcome. — [29, 988, 245, 1063]
story-paragraph: A big Catholic church in Brooklyn was struck, and burned to the ground. The firemen suffered greatly from the heat in fighting the flames. — [866, 2233, 1093, 2277]
